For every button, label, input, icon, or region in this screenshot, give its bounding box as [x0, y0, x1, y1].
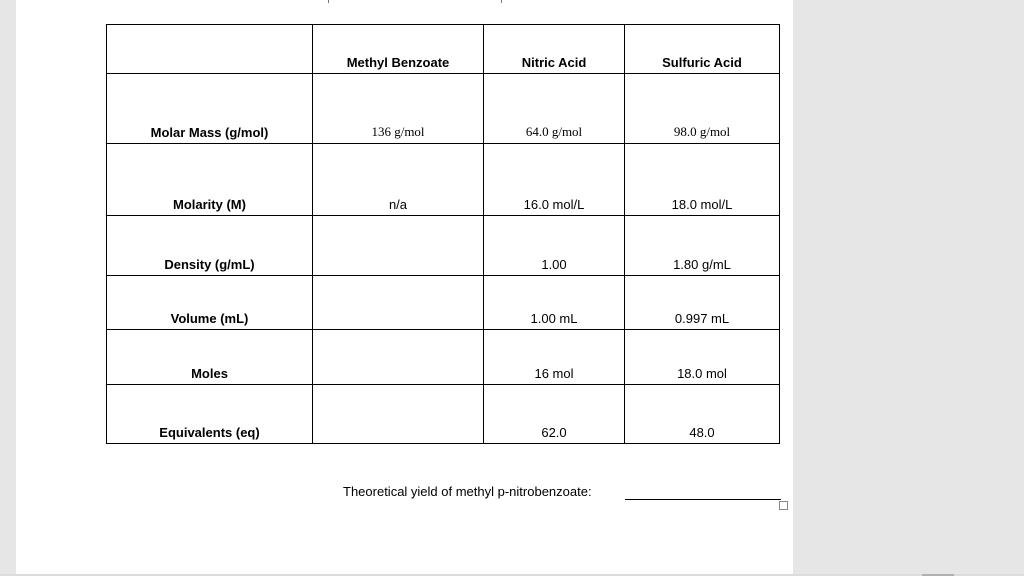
header-cell-empty[interactable]	[107, 25, 313, 74]
table-cell[interactable]: 18.0 mol	[625, 330, 780, 385]
table-header-row	[107, 25, 780, 74]
table-cell[interactable]: 136 g/mol	[313, 74, 484, 144]
row-label[interactable]: Molar Mass (g/mol)	[107, 74, 313, 144]
row-label[interactable]: Volume (mL)	[107, 276, 313, 330]
page-edge-mark	[501, 0, 502, 3]
table-cell[interactable]	[313, 330, 484, 385]
table-row-volume	[107, 276, 780, 330]
table-row-moles	[107, 330, 780, 385]
table-cell[interactable]: 16.0 mol/L	[484, 144, 625, 216]
table-cell[interactable]: 1.00 mL	[484, 276, 625, 330]
page-edge-mark	[328, 0, 329, 3]
header-cell-sulfuric-acid[interactable]: Sulfuric Acid	[625, 25, 780, 74]
table-cell[interactable]	[313, 216, 484, 276]
theoretical-yield-label: Theoretical yield of methyl p-nitrobenzoate:	[343, 484, 592, 499]
row-label[interactable]: Molarity (M)	[107, 144, 313, 216]
table-cell[interactable]: 64.0 g/mol	[484, 74, 625, 144]
row-label[interactable]: Equivalents (eq)	[107, 385, 313, 444]
theoretical-yield-answer-line[interactable]	[625, 499, 781, 500]
table-row-molar-mass	[107, 74, 780, 144]
table-row-molarity	[107, 144, 780, 216]
table-cell[interactable]	[313, 276, 484, 330]
header-cell-nitric-acid[interactable]: Nitric Acid	[484, 25, 625, 74]
table-cell[interactable]: 18.0 mol/L	[625, 144, 780, 216]
table-cell[interactable]: 98.0 g/mol	[625, 74, 780, 144]
table-cell[interactable]: 16 mol	[484, 330, 625, 385]
row-label[interactable]: Moles	[107, 330, 313, 385]
table-cell[interactable]: 1.00	[484, 216, 625, 276]
table-cell[interactable]: 48.0	[625, 385, 780, 444]
table-row-equivalents	[107, 385, 780, 444]
reagent-table	[106, 24, 780, 444]
table-cell[interactable]: n/a	[313, 144, 484, 216]
table-cell[interactable]: 62.0	[484, 385, 625, 444]
resize-handle-icon[interactable]	[779, 501, 788, 510]
header-cell-methyl-benzoate[interactable]: Methyl Benzoate	[313, 25, 484, 74]
table-cell[interactable]: 1.80 g/mL	[625, 216, 780, 276]
table-cell[interactable]: 0.997 mL	[625, 276, 780, 330]
table-cell[interactable]	[313, 385, 484, 444]
row-label[interactable]: Density (g/mL)	[107, 216, 313, 276]
table-row-density	[107, 216, 780, 276]
